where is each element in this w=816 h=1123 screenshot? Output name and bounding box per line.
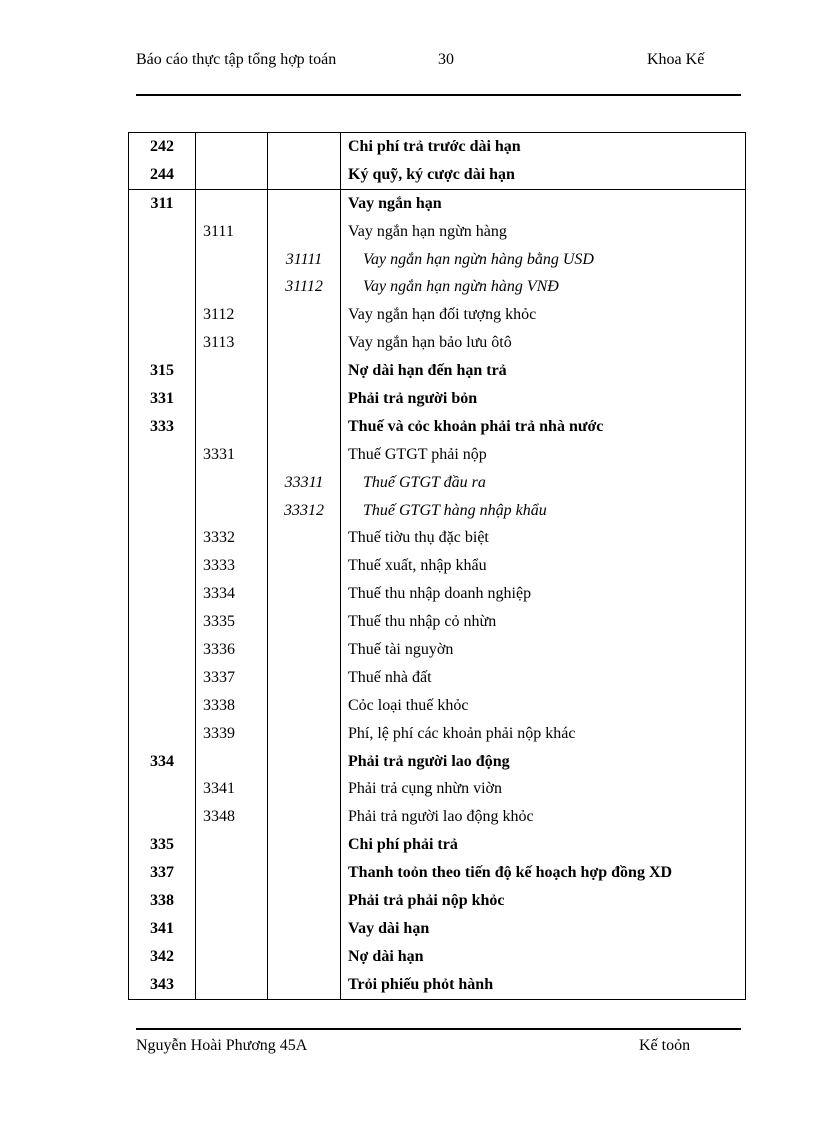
account-level3-code (268, 803, 341, 831)
table-row (129, 915, 746, 943)
account-level1-code: 311 (129, 189, 196, 217)
table-row (129, 385, 746, 413)
account-level3-code: 31112 (268, 273, 341, 301)
account-level1-code (129, 636, 196, 664)
account-level2-code: 3112 (196, 301, 268, 329)
account-level2-code: 3334 (196, 580, 268, 608)
account-name: Thanh toỏn theo tiến độ kế hoạch hợp đồng XD (341, 859, 746, 887)
table-row (129, 859, 746, 887)
account-name: Trỏi phiếu phỏt hành (341, 971, 746, 999)
table-row (129, 497, 746, 525)
account-level2-code: 3337 (196, 664, 268, 692)
account-level1-code (129, 497, 196, 525)
table-row (129, 636, 746, 664)
account-level1-code: 342 (129, 943, 196, 971)
account-name: Thuế GTGT đầu ra (341, 469, 746, 497)
account-level3-code (268, 887, 341, 915)
account-name: Thuế nhà đất (341, 664, 746, 692)
table-row (129, 831, 746, 859)
table-row (129, 189, 746, 217)
account-level1-code: 338 (129, 887, 196, 915)
account-level2-code: 3336 (196, 636, 268, 664)
account-level1-code (129, 803, 196, 831)
account-name: Vay ngắn hạn bảo lưu ôtô (341, 329, 746, 357)
footer-department: Kế toỏn (639, 1037, 691, 1054)
account-level1-code: 315 (129, 357, 196, 385)
table-row (129, 133, 746, 161)
account-name: Thuế thu nhập doanh nghiệp (341, 580, 746, 608)
account-level1-code (129, 692, 196, 720)
account-level3-code (268, 218, 341, 246)
account-level1-code (129, 608, 196, 636)
account-level3-code (268, 831, 341, 859)
account-level2-code (196, 133, 268, 161)
account-name: Chi phí trả trước dài hạn (341, 133, 746, 161)
account-level1-code: 242 (129, 133, 196, 161)
account-level3-code (268, 133, 341, 161)
account-level3-code (268, 357, 341, 385)
table-row (129, 441, 746, 469)
account-level2-code (196, 859, 268, 887)
account-level3-code (268, 608, 341, 636)
account-level3-code (268, 971, 341, 999)
account-level1-code: 335 (129, 831, 196, 859)
account-name: Phải trả cụng nhừn viờn (341, 775, 746, 803)
account-name: Cỏc loại thuế khỏc (341, 692, 746, 720)
account-level3-code (268, 301, 341, 329)
table-row (129, 748, 746, 776)
account-level3-code (268, 720, 341, 748)
account-level3-code (268, 441, 341, 469)
account-level1-code (129, 664, 196, 692)
account-level2-code (196, 497, 268, 525)
table-row (129, 357, 746, 385)
account-name: Thuế thu nhập cỏ nhừn (341, 608, 746, 636)
account-level2-code: 3335 (196, 608, 268, 636)
table-row (129, 887, 746, 915)
account-level3-code (268, 915, 341, 943)
account-level3-code (268, 385, 341, 413)
account-level1-code (129, 441, 196, 469)
account-level2-code (196, 943, 268, 971)
account-name: Thuế tiờu thụ đặc biệt (341, 524, 746, 552)
account-name: Phải trả người bỏn (341, 385, 746, 413)
account-level1-code: 341 (129, 915, 196, 943)
account-level1-code (129, 524, 196, 552)
account-level1-code (129, 329, 196, 357)
account-level2-code (196, 273, 268, 301)
table-row (129, 803, 746, 831)
header-title: Báo cáo thực tập tổng hợp toán (136, 51, 337, 68)
account-level3-code (268, 161, 341, 189)
account-name: Phải trả phải nộp khỏc (341, 887, 746, 915)
account-level1-code: 334 (129, 748, 196, 776)
account-level1-code (129, 218, 196, 246)
account-level1-code (129, 775, 196, 803)
table-row (129, 218, 746, 246)
account-level3-code: 31111 (268, 246, 341, 274)
table-row (129, 161, 746, 189)
account-level1-code (129, 720, 196, 748)
account-name: Phải trả người lao động (341, 748, 746, 776)
account-level2-code (196, 469, 268, 497)
account-name: Phải trả người lao động khỏc (341, 803, 746, 831)
account-name: Vay ngắn hạn ngừn hàng (341, 218, 746, 246)
account-level2-code (196, 748, 268, 776)
account-level3-code (268, 580, 341, 608)
footer-author: Nguyễn Hoài Phương 45A (136, 1037, 308, 1054)
account-level2-code (196, 161, 268, 189)
account-level3-code (268, 413, 341, 441)
account-name: Thuế GTGT hàng nhập khẩu (341, 497, 746, 525)
account-level3-code (268, 748, 341, 776)
account-name: Chi phí phải trả (341, 831, 746, 859)
page-number: 30 (438, 51, 454, 68)
account-level3-code: 33311 (268, 469, 341, 497)
account-level3-code (268, 189, 341, 217)
account-level1-code (129, 552, 196, 580)
account-level3-code (268, 692, 341, 720)
table-row (129, 720, 746, 748)
table-row (129, 273, 746, 301)
account-level1-code (129, 580, 196, 608)
account-table (128, 132, 746, 1000)
table-row (129, 524, 746, 552)
account-level2-code (196, 246, 268, 274)
account-name: Thuế và cỏc khoản phải trả nhà nước (341, 413, 746, 441)
account-level3-code (268, 775, 341, 803)
account-level3-code (268, 636, 341, 664)
account-level1-code: 331 (129, 385, 196, 413)
account-level1-code: 337 (129, 859, 196, 887)
account-level3-code (268, 943, 341, 971)
table-row (129, 329, 746, 357)
table-row (129, 608, 746, 636)
account-name: Thuế xuất, nhập khẩu (341, 552, 746, 580)
account-level3-code (268, 329, 341, 357)
account-name: Thuế GTGT phải nộp (341, 441, 746, 469)
table-row (129, 552, 746, 580)
account-level1-code (129, 469, 196, 497)
account-level1-code: 244 (129, 161, 196, 189)
account-name: Nợ dài hạn (341, 943, 746, 971)
account-name: Vay ngắn hạn (341, 189, 746, 217)
account-level1-code (129, 301, 196, 329)
account-name: Phí, lệ phí các khoản phải nộp khác (341, 720, 746, 748)
header-department: Khoa Kế (647, 51, 705, 68)
account-level3-code (268, 859, 341, 887)
page-header (136, 50, 741, 96)
account-level1-code (129, 246, 196, 274)
account-name: Nợ dài hạn đến hạn trả (341, 357, 746, 385)
table-row (129, 971, 746, 999)
account-level2-code (196, 189, 268, 217)
account-name: Vay dài hạn (341, 915, 746, 943)
table-row (129, 246, 746, 274)
account-level2-code: 3341 (196, 775, 268, 803)
account-level2-code (196, 887, 268, 915)
account-level2-code (196, 413, 268, 441)
table-row (129, 692, 746, 720)
account-level2-code: 3333 (196, 552, 268, 580)
table-row (129, 469, 746, 497)
table-row (129, 301, 746, 329)
account-level2-code (196, 971, 268, 999)
account-name: Vay ngắn hạn ngừn hàng VNĐ (341, 273, 746, 301)
account-level3-code (268, 664, 341, 692)
account-level1-code (129, 273, 196, 301)
account-level2-code: 3113 (196, 329, 268, 357)
account-name: Thuế tài nguyờn (341, 636, 746, 664)
account-level2-code (196, 385, 268, 413)
account-name: Vay ngắn hạn đối tượng khỏc (341, 301, 746, 329)
account-level2-code: 3338 (196, 692, 268, 720)
account-level3-code: 33312 (268, 497, 341, 525)
account-level1-code: 343 (129, 971, 196, 999)
account-level1-code: 333 (129, 413, 196, 441)
table-row (129, 943, 746, 971)
account-level2-code (196, 357, 268, 385)
account-level2-code: 3331 (196, 441, 268, 469)
account-level2-code: 3339 (196, 720, 268, 748)
table-row (129, 775, 746, 803)
table-row (129, 664, 746, 692)
account-level2-code: 3348 (196, 803, 268, 831)
account-level3-code (268, 552, 341, 580)
account-level3-code (268, 524, 341, 552)
account-level2-code: 3332 (196, 524, 268, 552)
account-level2-code: 3111 (196, 218, 268, 246)
table-row (129, 580, 746, 608)
account-level2-code (196, 915, 268, 943)
account-name: Ký quỹ, ký cược dài hạn (341, 161, 746, 189)
account-level2-code (196, 831, 268, 859)
page-footer (136, 1028, 741, 1054)
account-name: Vay ngắn hạn ngừn hàng bằng USD (341, 246, 746, 274)
table-row (129, 413, 746, 441)
